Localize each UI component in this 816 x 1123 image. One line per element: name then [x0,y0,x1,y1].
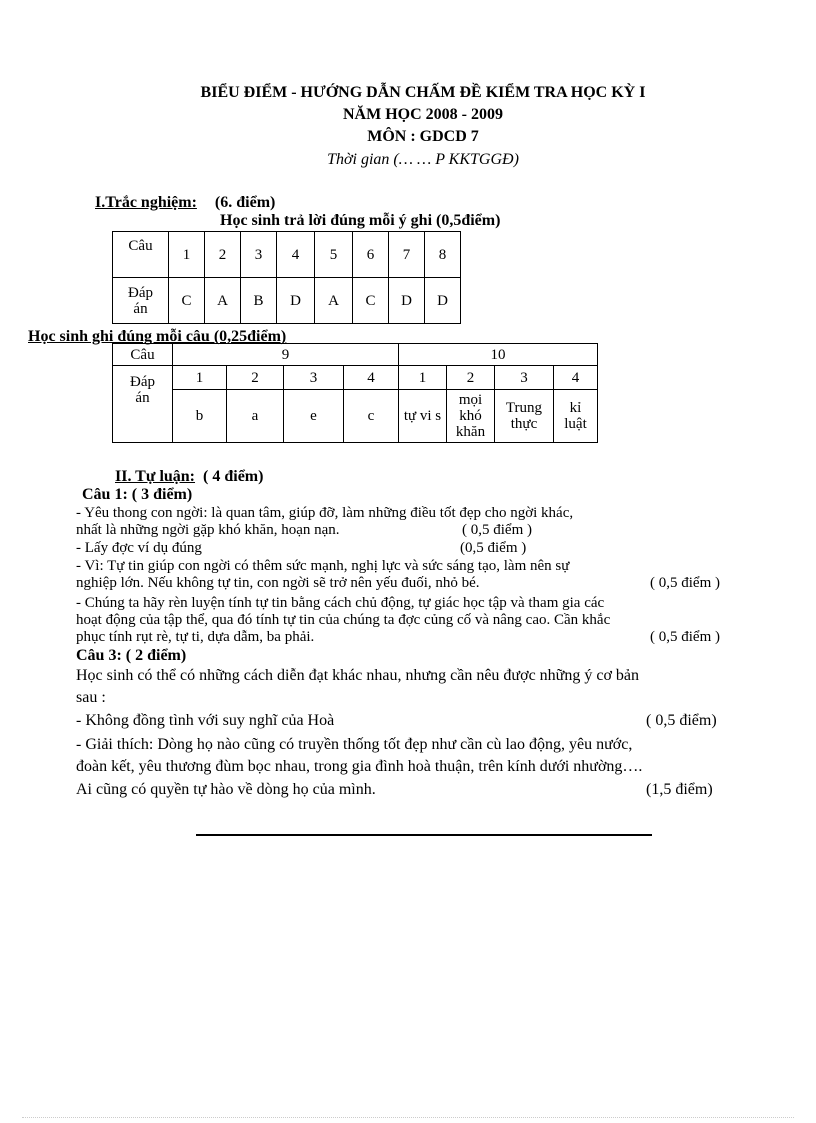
cau1-line: hoạt động của tập thể, qua đó tính tự tin của chúng ta đợc củng cố và nâng cao. Cần khắc [76,612,611,628]
answer-table-1 [112,231,461,324]
table2-ans9: e [284,390,344,443]
part1-instruction: Học sinh trả lời đúng mỗi ý ghi (0,5điểm) [220,212,501,229]
table2-ans9: a [227,390,284,443]
cau1-line: phục tính rụt rè, tự ti, dựa dẫm, ba phải. [76,629,315,645]
table2-label-q: Câu [113,344,173,366]
table2-sub10: 3 [495,366,554,390]
part1-heading-row [95,193,275,212]
doc-title: BIỂU ĐIỂM - HƯỚNG DẪN CHẤM ĐỀ KIỂM TRA HỌC KỲ I [200,84,646,101]
table2-ans9: c [344,390,399,443]
school-year: NĂM HỌC 2008 - 2009 [343,106,503,123]
time-note: Thời gian (… … P KKTGGĐ) [327,151,519,168]
cau1-line: - Yêu thong con ngời: là quan tâm, giúp đỡ, làm những điều tốt đẹp cho ngời khác, [76,505,574,521]
table1-label-a: Đáp án [113,278,169,324]
table2-sub10: 1 [399,366,447,390]
table1-label-q: Câu [113,232,169,278]
cau3-line: Học sinh có thể có những cách diễn đạt khác nhau, nhưng cần nêu được những ý cơ bản [76,667,639,684]
table1-q: 6 [353,232,389,278]
page-bottom-dots [22,1117,794,1118]
closing-rule [196,834,652,836]
subject: MÔN : GDCD 7 [367,128,479,145]
part1-points: (6. điểm) [214,194,276,211]
table1-q: 8 [425,232,461,278]
cau1-line: nhất là những ngời gặp khó khăn, hoạn nạn. [76,522,340,538]
table2-sub9: 1 [173,366,227,390]
table1-q: 2 [205,232,241,278]
cau1-score: ( 0,5 điểm ) [462,522,532,538]
cau3-line: đoàn kết, yêu thương đùm bọc nhau, trong gia đình hoà thuận, trên kính dưới nhường…. [76,758,643,775]
table2-q9: 9 [173,344,399,366]
cau1-line: nghiệp lớn. Nếu không tự tin, con ngời sẽ trở nên yếu đuối, nhỏ bé. [76,575,480,591]
cau1-line: - Vì: Tự tin giúp con ngời có thêm sức mạnh, nghị lực và sức sáng tạo, làm nên sự [76,558,570,574]
table1-q: 7 [389,232,425,278]
table1-a: D [277,278,315,324]
table2-sub9: 4 [344,366,399,390]
cau1-score: ( 0,5 điểm ) [650,575,720,591]
cau1-heading: Câu 1: ( 3 điểm) [82,486,193,503]
cau3-line: Ai cũng có quyền tự hào về dòng họ của mình. [76,781,376,798]
table2-label-a: Đáp án [113,366,173,443]
table2-ans10: kỉ luật [554,390,598,443]
table1-q: 5 [315,232,353,278]
cau1-score: ( 0,5 điểm ) [650,629,720,645]
cau1-score: (0,5 điểm ) [460,540,527,556]
table2-ans10: mọi khó khăn [447,390,495,443]
table1-q: 4 [277,232,315,278]
part2-points: ( 4 điểm) [203,468,264,485]
cau3-line: sau : [76,689,106,706]
table2-sub9: 2 [227,366,284,390]
table2-sub9: 3 [284,366,344,390]
cau1-line: - Lấy đợc ví dụ đúng [76,540,202,556]
cau3-heading: Câu 3: ( 2 điểm) [76,647,187,664]
table1-a: A [315,278,353,324]
cau3-line: - Giải thích: Dòng họ nào cũng có truyền thống tốt đẹp như cần cù lao động, yêu nước, [76,736,633,753]
table1-a: C [353,278,389,324]
table2-ans9: b [173,390,227,443]
table1-a: A [205,278,241,324]
answer-table-2 [112,343,598,443]
table1-a: B [241,278,277,324]
cau3-line: - Không đồng tình với suy nghĩ của Hoà [76,712,335,729]
table1-a: D [425,278,461,324]
part1-instruction-2: Học sinh ghi đúng mỗi câu (0,25điểm) [28,328,287,345]
cau3-score: ( 0,5 điểm) [646,712,717,729]
part1-heading: I.Trắc nghiệm: [95,194,197,211]
part2-heading-row [115,467,263,486]
table2-ans10: tự vi s [399,390,447,443]
part2-heading: II. Tự luận: [115,468,196,485]
table2-sub10: 2 [447,366,495,390]
table2-q10: 10 [399,344,598,366]
table2-ans10: Trung thực [495,390,554,443]
table1-q: 1 [169,232,205,278]
cau3-score: (1,5 điểm) [646,781,713,798]
table1-a: D [389,278,425,324]
table2-sub10: 4 [554,366,598,390]
table1-a: C [169,278,205,324]
table1-q: 3 [241,232,277,278]
cau1-line: - Chúng ta hãy rèn luyện tính tự tin bằng cách chủ động, tự giác học tập và tham gia các [76,595,605,611]
